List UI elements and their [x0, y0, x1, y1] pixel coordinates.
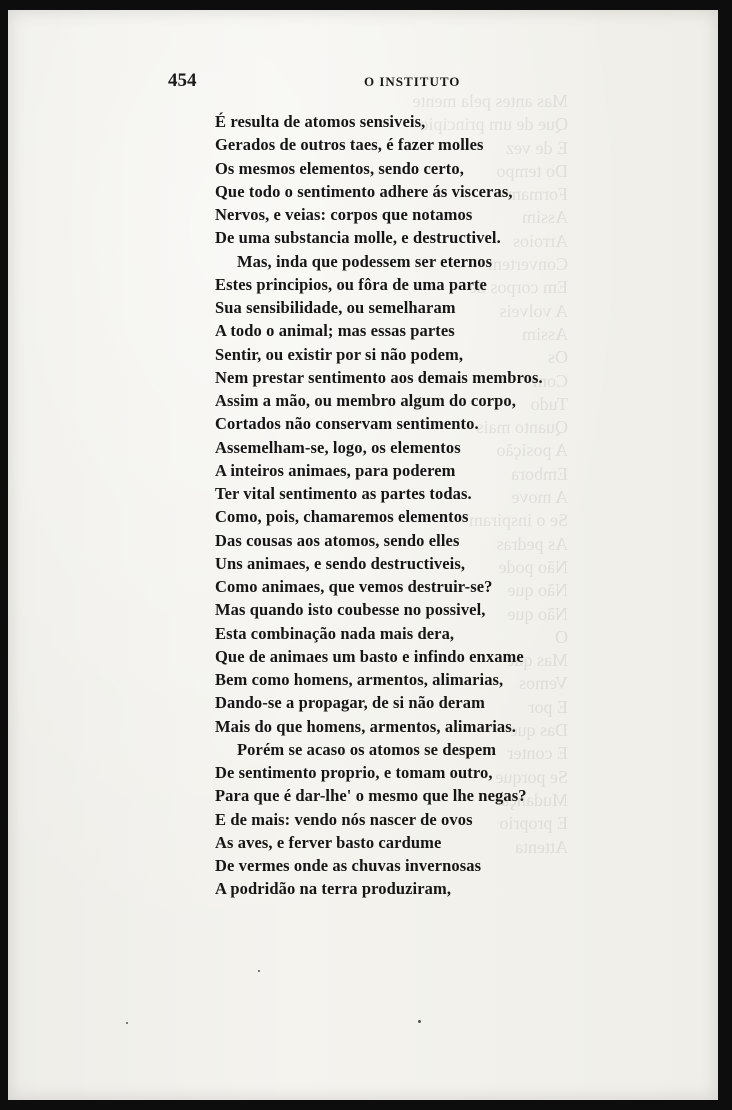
- page-number: 454: [168, 70, 197, 91]
- poem-line: Uns animaes, e sendo destructiveis,: [215, 553, 466, 573]
- poem-line: Dando-se a propagar, de si não deram: [215, 693, 485, 713]
- paper-speck: [418, 1020, 421, 1023]
- page-header: [168, 70, 548, 94]
- poem-line: Que todo o sentimento adhere ás visceras,: [215, 181, 513, 201]
- poem-line: De vermes onde as chuvas invernosas: [215, 856, 482, 875]
- poem-text-block: [215, 110, 555, 901]
- poem-line: Das cousas aos atomos, sendo elles: [215, 530, 460, 550]
- poem-line: Cortados não conservam sentimento.: [215, 414, 479, 434]
- poem-line: Nervos, e veias: corpos que notamos: [215, 205, 473, 224]
- poem-line: Porém se acaso os atomos se despem: [237, 739, 497, 759]
- poem-line: Assemelham-se, logo, os elementos: [215, 437, 461, 457]
- poem-line: Sentir, ou existir por si não podem,: [215, 344, 464, 364]
- poem-line: Sua sensibilidade, ou semelharam: [215, 298, 456, 317]
- poem-line: Estes principios, ou fôra de uma parte: [215, 274, 487, 294]
- poem-line: E de mais: vendo nós nascer de ovos: [215, 809, 473, 829]
- poem-line: Gerados de outros taes, é fazer molles: [215, 135, 484, 155]
- poem-line: É resulta de atomos sensiveis,: [215, 112, 426, 131]
- poem-line: Como animaes, que vemos destruir-se?: [215, 577, 493, 596]
- poem-line: Bem como homens, armentos, alimarias,: [215, 670, 504, 689]
- book-page: [8, 10, 718, 1100]
- poem-line: A inteiros animaes, para poderem: [215, 460, 456, 480]
- poem-line: Mas, inda que podessem ser eternos: [237, 251, 493, 271]
- running-title: O INSTITUTO: [364, 74, 461, 89]
- poem-line: Que de animaes um basto e infindo enxame: [215, 646, 524, 666]
- show-through-texture: Mas antes pela mente Que de um principio E de vez Do tempo Formam Assim Arroios Convertem Em corpos de A volveis Assim Os Com Tudo Quanto mais A posição Embora A move Se o inspiram As pedras Não pode Não que Não que O Mas que Vemos E por Das que E conter Se porque Mudança E proprio Attenta: [412, 91, 568, 857]
- paper-speck: [258, 970, 260, 972]
- poem-line: A podridão na terra produziram,: [215, 879, 452, 899]
- poem-line: Ter vital sentimento as partes todas.: [215, 484, 472, 503]
- poem-line: Nem prestar sentimento aos demais membros.: [215, 367, 543, 387]
- paper-speck: [126, 1022, 128, 1024]
- poem-line: Esta combinação nada mais dera,: [215, 623, 455, 643]
- poem-line: Mais do que homens, armentos, alimarias.: [215, 716, 516, 736]
- poem-line: As aves, e ferver basto cardume: [215, 832, 442, 852]
- poem-line: Mas quando isto coubesse no possivel,: [215, 600, 486, 620]
- poem-line: Como, pois, chamaremos elementos: [215, 507, 469, 527]
- poem-line: Para que é dar-lhe' o mesmo que lhe negas?: [215, 786, 527, 806]
- poem-line: Os mesmos elementos, sendo certo,: [215, 158, 464, 178]
- poem-line: De uma substancia molle, e destructivel.: [215, 228, 501, 248]
- poem-line: A todo o animal; mas essas partes: [215, 321, 455, 341]
- poem-line: Assim a mão, ou membro algum do corpo,: [215, 391, 516, 410]
- poem-line: De sentimento proprio, e tomam outro,: [215, 763, 493, 782]
